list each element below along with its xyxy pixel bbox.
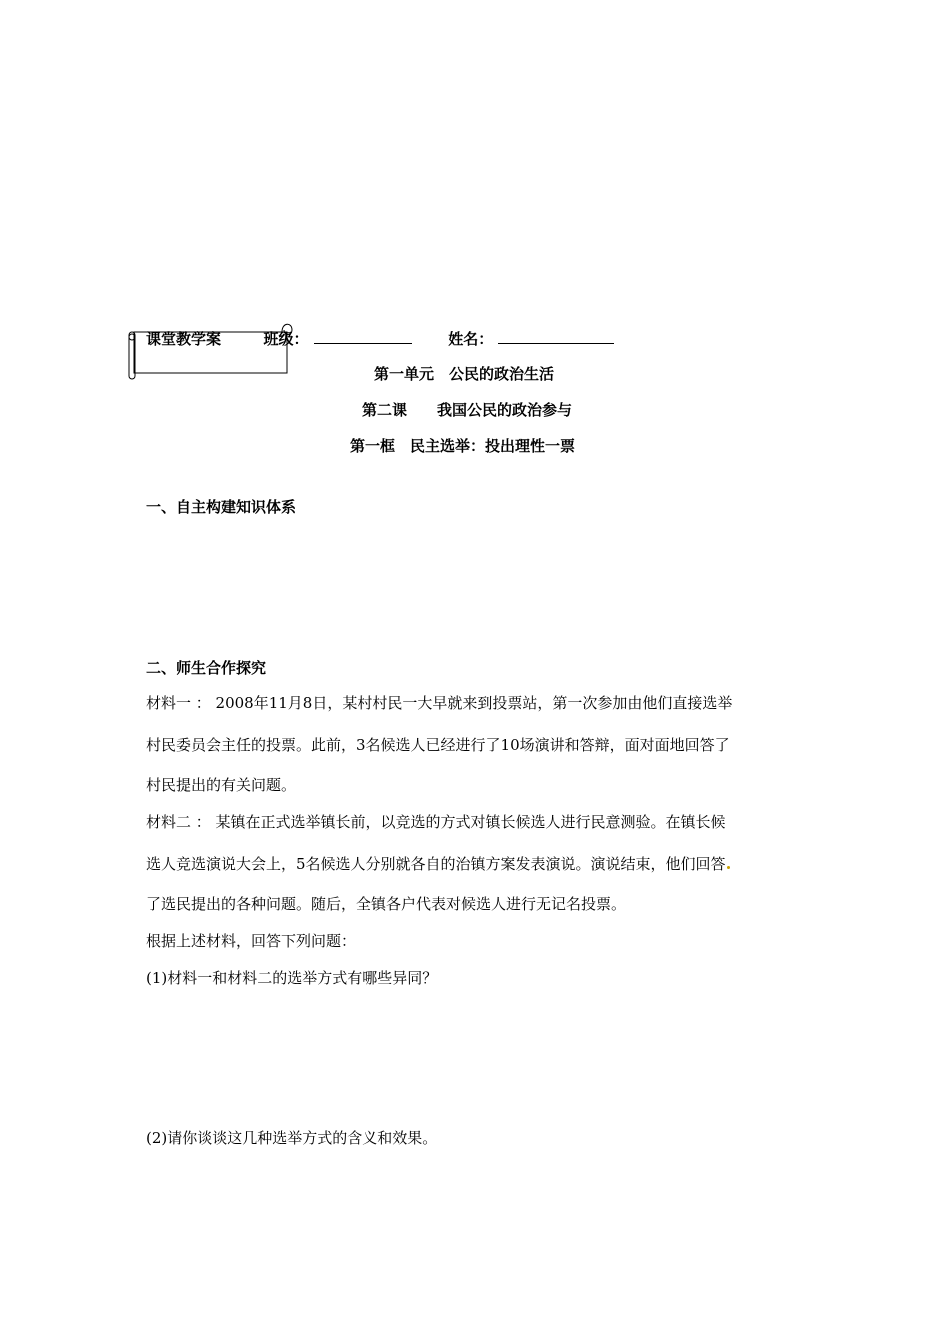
name-label: 姓名： bbox=[448, 330, 494, 348]
lesson-title: 第二课 我国公民的政治参与 bbox=[362, 401, 573, 419]
class-label: 班级： bbox=[263, 330, 309, 348]
frame-title: 第一框 民主选举：投出理性一票 bbox=[350, 437, 576, 455]
material2-line2: 选人竞选演说大会上，5名候选人分别就各自的治镇方案发表演说。演说结束，他们回答 bbox=[146, 855, 726, 873]
prompt-text: 根据上述材料，回答下列问题： bbox=[146, 932, 357, 950]
class-field[interactable] bbox=[314, 329, 412, 344]
unit-title: 第一单元 公民的政治生活 bbox=[374, 365, 555, 383]
header-line bbox=[146, 328, 614, 349]
doc-type-label: 课堂教学案 bbox=[146, 330, 222, 348]
section1-heading: 一、自主构建知识体系 bbox=[146, 498, 297, 516]
material2-line3: 了选民提出的各种问题。随后，全镇各户代表对候选人进行无记名投票。 bbox=[146, 895, 627, 913]
question-2: (2)请你谈谈这几种选举方式的含义和效果。 bbox=[146, 1129, 438, 1147]
question-1: (1)材料一和材料二的选举方式有哪些异同？ bbox=[146, 969, 438, 987]
section2-heading: 二、师生合作探究 bbox=[146, 659, 267, 677]
ink-dot-icon bbox=[727, 866, 730, 869]
material2-line2-wrap bbox=[146, 853, 730, 874]
name-field[interactable] bbox=[498, 329, 614, 344]
material1-line1: 材料一 ： 2008年11月8日，某村村民一大早就来到投票站，第一次参加由他们直接选举 bbox=[146, 694, 733, 712]
material1-line2: 村民委员会主任的投票。此前，3名候选人已经进行了10场演讲和答辩，面对面地回答了 bbox=[146, 736, 730, 754]
material2-line1: 材料二 ： 某镇在正式选举镇长前，以竞选的方式对镇长候选人进行民意测验。在镇长候 bbox=[146, 813, 726, 831]
material1-line3: 村民提出的有关问题。 bbox=[146, 776, 297, 794]
